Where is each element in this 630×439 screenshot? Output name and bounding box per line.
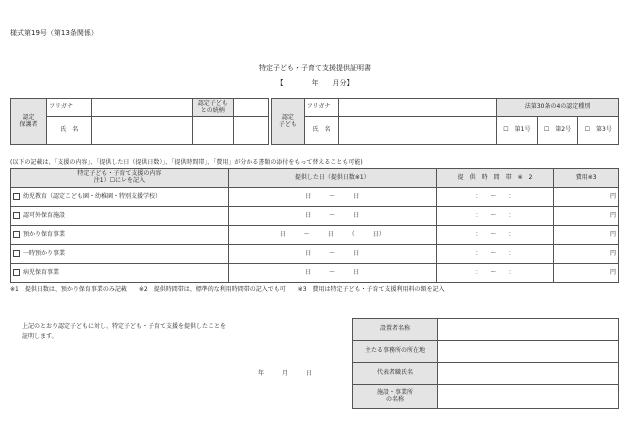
- cert-type-1-checkbox[interactable]: ☐ 第1号: [497, 117, 538, 145]
- relation-label: 認定子ども との続柄: [192, 99, 233, 117]
- form-number: 様式第19号（第13条関係）: [10, 29, 98, 37]
- checkbox-icon[interactable]: [13, 212, 20, 219]
- service-row-label[interactable]: 一時預かり事業: [11, 245, 229, 264]
- service-row-days[interactable]: 日 〜 日 （ 日）: [228, 226, 436, 245]
- fee-header: 費用※3: [554, 169, 619, 188]
- child-name-field[interactable]: [339, 117, 497, 145]
- service-row-label[interactable]: 病児保育事業: [11, 264, 229, 283]
- guardian-table: [10, 98, 269, 145]
- relation-spacer-2: [233, 117, 268, 145]
- checkbox-icon[interactable]: [13, 269, 20, 276]
- provider-field[interactable]: [438, 385, 619, 409]
- child-table: [271, 98, 619, 145]
- service-row-fee[interactable]: 円: [554, 207, 619, 226]
- provider-field[interactable]: [438, 363, 619, 385]
- service-row-fee[interactable]: 円: [554, 188, 619, 207]
- service-row-hours[interactable]: ： 〜 ：: [436, 188, 554, 207]
- hours-header: 提 供 時 間 帯 ※ 2: [436, 169, 554, 188]
- guardian-label: 認定 保護者: [11, 99, 47, 145]
- cert-type-3-checkbox[interactable]: ☐ 第3号: [578, 117, 619, 145]
- child-furigana-field[interactable]: [339, 99, 497, 117]
- provider-table: [352, 318, 619, 409]
- service-row-days[interactable]: 日 〜 日: [228, 188, 436, 207]
- provider-field[interactable]: [438, 319, 619, 341]
- guardian-furigana-field[interactable]: [92, 99, 192, 117]
- footnotes: ※1 提供日数は、預かり保育事業のみ記載 ※2 提供時間帯は、標準的な利用時間帯の記入でも可 ※3 費用は特定子ども・子育て支援利用料の額を記入: [10, 286, 445, 293]
- date-line: 年 月 日: [258, 370, 313, 377]
- relation-spacer: [192, 117, 233, 145]
- service-row-label[interactable]: 幼児教育（認定こども園・幼稚園・特別支援学校）: [11, 188, 229, 207]
- substitute-note: (以下の記載は、「支援の内容」、「提供した日（提供日数）」、「提供時間帯」、「費用」が分かる書類の添付をもって替えることも可能): [10, 159, 363, 166]
- provider-label: 主たる事務所の所在地: [353, 341, 438, 363]
- service-row-hours[interactable]: ： 〜 ：: [436, 207, 554, 226]
- period-line: 【 年 月分】: [276, 79, 354, 87]
- document-title: 特定子ども・子育て支援提供証明書: [259, 64, 371, 72]
- checkbox-icon[interactable]: [13, 250, 20, 257]
- provider-label: 施設・事業所 の名称: [353, 385, 438, 409]
- service-row-hours[interactable]: ： 〜 ：: [436, 245, 554, 264]
- relation-field[interactable]: [233, 99, 268, 117]
- checkbox-icon[interactable]: [13, 193, 20, 200]
- guardian-furigana-label: フリガナ: [47, 99, 92, 117]
- child-name-label: 氏 名: [304, 117, 339, 145]
- child-label: 認定 子ども: [272, 99, 305, 145]
- guardian-name-label: 氏 名: [47, 117, 92, 145]
- service-row-days[interactable]: 日 〜 日: [228, 264, 436, 283]
- cert-type-2-checkbox[interactable]: ☐ 第2号: [537, 117, 578, 145]
- provider-label: 代表者職氏名: [353, 363, 438, 385]
- service-row-label[interactable]: 預かり保育事業: [11, 226, 229, 245]
- certification-statement: 上記のとおり認定子どもに対し、特定子ども・子育て支援を提供したことを 証明します。: [22, 323, 227, 340]
- guardian-name-field[interactable]: [92, 117, 192, 145]
- service-row-days[interactable]: 日 〜 日: [228, 245, 436, 264]
- provider-label: 設置者名称: [353, 319, 438, 341]
- service-row-fee[interactable]: 円: [554, 226, 619, 245]
- days-header: 提供した日（提供日数※1）: [228, 169, 436, 188]
- service-row-fee[interactable]: 円: [554, 245, 619, 264]
- service-row-hours[interactable]: ： 〜 ：: [436, 226, 554, 245]
- service-row-days[interactable]: 日 〜 日: [228, 207, 436, 226]
- cert-type-header: 法第30条の4の認定種別: [497, 99, 619, 117]
- service-row-label[interactable]: 認可外保育施設: [11, 207, 229, 226]
- provider-field[interactable]: [438, 341, 619, 363]
- checkbox-icon[interactable]: [13, 231, 20, 238]
- service-table: [10, 168, 619, 283]
- service-row-hours[interactable]: ： 〜 ：: [436, 264, 554, 283]
- content-header: 特定子ども・子育て支援の内容 注1）☐にレを記入: [11, 169, 229, 188]
- service-row-fee[interactable]: 円: [554, 264, 619, 283]
- child-furigana-label: フリガナ: [304, 99, 339, 117]
